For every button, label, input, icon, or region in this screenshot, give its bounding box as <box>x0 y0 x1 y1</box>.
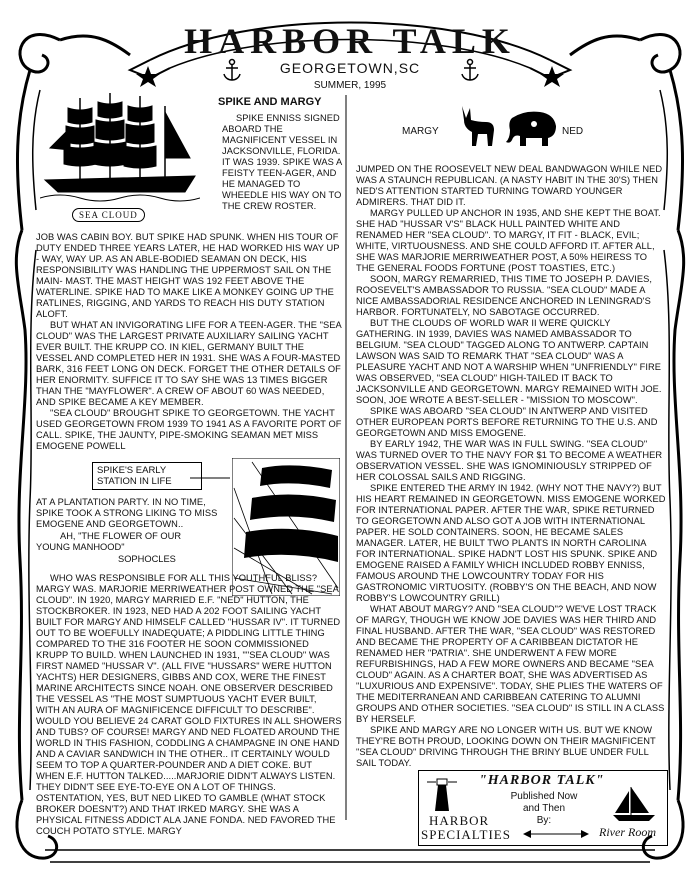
paragraph: AT A PLANTATION PARTY. IN NO TIME, SPIKE TOOK A STRONG LIKING TO MISS EMOGENE AND GEORGETOWN.. <box>36 497 218 529</box>
arrow-icon <box>523 829 589 839</box>
quote-line: YOUNG MANHOOD" <box>36 542 125 552</box>
ship-caption: SEA CLOUD <box>72 208 145 222</box>
footer-title: "HARBOR TALK" <box>479 773 605 788</box>
paragraph: WHO WAS RESPONSIBLE FOR ALL THIS YOUTHFUL BLISS? MARGY WAS. MARJORIE MERRIWEATHER POST OWNED THE "SEA CLOUD". IN 1920, MARGY MARRIED E.F. "NED" HUTTON, THE STOCKBROKER. IN 1923, NED HAD A 202 FOOT SAILING YACHT BUILT FOR MARGY AND HIMSELF CALLED "HUSSAR IV". IT TURNED OUT TO BE WOEFULLY INADEQUATE; A PIDDLING LITTLE THING COMPARED TO THE 316 FOOTER HE SOON COMMISSIONED KRUPP TO BUILD. WHEN LAUNCHED IN 1931, ""SEA CLOUD" WAS FIRST NAMED "HUSSAR V". (ALL FIVE "HUSSARS" WERE HUTTON YACHTS) HER DESIGNERS, GIBBS AND COX, WERE THE FINEST MARINE ARCHITECTS SINCE NOAH. ONE OBSERVER DESCRIBED THE VESSEL AS "THE MOST SUMPTUOUS YACHT EVER BUILT, WITH AN AURA OF MAGNIFICENCE DIFFICULT TO DESCRIBE". WOULD YOU BELIEVE 24 CARAT GOLD FIXTURES IN ALL SHOWERS AND TUBS? OF COURSE! MARGY AND NED FLOATED AROUND THE WORLD IN THIS FASHION, CODDLING A CHAMPAGNE IN ONE HAND AND A CAVIAR SANDWICH IN THE OTHER.. IT CERTAINLY WOULD SEEM TO TOP A QUARTER-POUNDER AND A DIET COKE. BUT WHEN E.F. HUTTON TALKED.....MARJORIE DIDN'T ALWAYS LISTEN. THEY DIDN'T SEE EYE-TO-EYE ON A LOT OF THINGS. OSTENTATION, YES, BUT NED LIKED TO GAMBLE (WHAT STOCK BROKER DOESN'T?) AND THAT IRKED MARGY. SHE WAS A PHYSICAL FITNESS ADDICT ALA JANE FONDA. NED FAVORED THE COUCH POTATO STYLE. MARGY <box>36 573 342 836</box>
quote-author: SOPHOCLES <box>118 554 176 564</box>
footer-ad-box <box>418 770 668 846</box>
paragraph: SPIKE AND MARGY ARE NO LONGER WITH US. BUT WE KNOW THEY'RE BOTH PROUD, LOOKING DOWN ON THEIR MAGNIFICENT "SEA CLOUD" DRIVING THROUGH THE BRINY BLUE UNDER FULL SAIL TODAY. <box>356 725 656 768</box>
plantation-text <box>36 497 230 530</box>
paragraph: SPIKE WAS ABOARD "SEA CLOUD" IN ANTWERP AND VISITED OTHER EUROPEAN PORTS BEFORE RETURNING TO THE U.S. AND GEORGETOWN AND MISS EMOGENE. <box>356 406 658 438</box>
left-column-upper <box>36 232 342 452</box>
margy-label: MARGY <box>402 126 439 137</box>
newsletter-title: HARBOR TALK <box>184 21 516 61</box>
intro-paragraph: SPIKE ENNISS SIGNED ABOARD THE MAGNIFICENT VESSEL IN JACKSONVILLE, FLORIDA. IT WAS 1939. SPIKE WAS A FEISTY TEEN-AGER, AND HE MANAGED TO WHEEDLE HIS WAY ON TO THE CREW ROSTER. <box>222 113 342 211</box>
footer-line: Published Now <box>510 791 578 802</box>
elephant-icon <box>504 108 558 148</box>
quote-line: AH, "THE FLOWER OF OUR <box>60 531 182 541</box>
masthead <box>140 8 560 91</box>
left-column-lower <box>36 573 342 837</box>
paragraph: JOB WAS CABIN BOY. BUT SPIKE HAD SPUNK. WHEN HIS TOUR OF DUTY ENDED THREE YEARS LATER, HE HAD WORKED HIS WAY UP - WAY, WAY UP. AS AN ABLE-BODIED SEAMAN ON DECK, HIS RESPONSIBILITY WAS HANDLING THE UPPERMOST SAIL ON THE MAIN- MAST. THE MAST HEIGHT WAS 192 FEET ABOVE THE WATERLINE. SPIKE HAD TO MAKE LIKE A MONKEY GOING UP THE RATLINES, RIGGING, AND YARDS TO REACH HIS DUTY STATION ALOFT. <box>36 232 340 319</box>
brand-specialties: SPECIALTIES <box>421 827 511 842</box>
paragraph: BY EARLY 1942, THE WAR WAS IN FULL SWING. "SEA CLOUD" WAS TURNED OVER TO THE NAVY FOR $1 TO BECOME A WEATHER OBSERVATION VESSEL. SHE WAS IGNOMINIOUSLY STRIPPED OF HER COLOSSAL SAILS AND RIGGING. <box>356 439 663 482</box>
lighthouse-icon <box>427 777 457 813</box>
paragraph: JUMPED ON THE ROOSEVELT NEW DEAL BANDWAGON WHILE NED WAS A STAUNCH REPUBLICAN. (A NASTY HABIT IN THE 30'S) THEN NED'S ATTENTION STARTED TURNING TOWARD YOUNGER ADMIRERS. THAT DID IT. <box>356 164 663 207</box>
article-headline: SPIKE AND MARGY <box>218 96 322 108</box>
paragraph: BUT THE CLOUDS OF WORLD WAR II WERE QUICKLY GATHERING. IN 1939, DAVIES WAS NAMED AMBASSADOR TO BELGIUM. "SEA CLOUD" TAGGED ALONG TO ANTWERP. CAPTAIN LAWSON WAS SAID TO REMARK THAT "SEA CLOUD" WAS A PLEASURE YACHT AND NOT A WARSHIP WHEN "UNFRIENDLY" FIRE WAS OBSERVED, "SEA CLOUD" HIGH-TAILED IT BACK TO JACKSONVILLE AND GEORGETOWN. MARGY REMAINED WITH JOE. SOON, JOE WROTE A BEST-SELLER - "MISSION TO MOSCOW". <box>356 318 662 405</box>
paragraph: MARGY PULLED UP ANCHOR IN 1935, AND SHE KEPT THE BOAT. SHE HAD "HUSSAR V'S" BLACK HULL PAINTED WHITE AND RENAMED HER "SEA CLOUD". TO MARGY, IT FIT - BLACK, EVIL; WHITE, VIRTUOUSNESS. AND SHE COULD AFFORD IT. AFTER ALL, SHE WAS MARJORIE MERRIWEATHER POST, A 50% HEIRESS TO THE GENERAL FOODS FORTUNE (POST TOASTIES, ETC.) <box>356 208 661 273</box>
newsletter-location: GEORGETOWN,SC <box>279 60 421 76</box>
brand-river-room: River Room <box>599 825 656 839</box>
footer-line: By: <box>536 815 552 826</box>
paragraph: "SEA CLOUD" BROUGHT SPIKE TO GEORGETOWN. THE YACHT USED GEORGETOWN FROM 1939 TO 1941 AS A FAVORITE PORT OF CALL. SPIKE, THE JAUNTY, PIPE-SMOKING SEAMAN MET MISS EMOGENE POWELL <box>36 408 342 451</box>
paragraph: SPIKE ENTERED THE ARMY IN 1942. (WHY NOT THE NAVY?) BUT HIS HEART REMAINED IN GEORGETOWN. MISS EMOGENE WORKED FOR INTERNATIONAL PAPER. AFTER THE WAR, SPIKE RETURNED TO GEORGETOWN AND ALSO GOT A JOB WITH INTERNATIONAL PAPER. HE SOLD CONTAINERS. SOON, HE BECAME SALES MANAGER. LATER, HE BUILT TWO PLANTS IN NORTH CAROLINA FOR INTERNATIONAL. SPIKE HADN'T LOST HIS SPUNK. SPIKE AND EMOGENE RAISED A FAMILY WHICH INCLUDED ROBBY ENNISS, FAMOUS AROUND THE LOWCOUNTRY TODAY FOR HIS GASTRONOMIC VIRTUOSITY. (ROBBY'S ON THE BEACH, AND NOW ROBBY'S LOWCOUNTRY GRILL) <box>356 483 666 603</box>
paragraph: WHAT ABOUT MARGY? AND "SEA CLOUD"? WE'VE LOST TRACK OF MARGY, THOUGH WE KNOW JOE DAVIES WAS HER THIRD AND FINAL HUSBAND. AFTER THE WAR, "SEA CLOUD" WAS RESTORED AND BECAME THE PROPERTY OF A CARIBBEAN DICTATOR HE RENAMED HER "PATRIA". SHE UNDERWENT A FEW MORE REFURBISHINGS, HAD A FEW MORE OWNERS AND BECAME "SEA CLOUD" AGAIN. AS A CHARTER BOAT, SHE WAS ADVERTISED AS "LUXURIOUS AND EXPENSIVE". TODAY, SHE PLIES THE WATERS OF THE MEDITERRANEAN AND CARIBBEAN CATERING TO ALUMNI GROUPS AND OTHER SOCIETIES. "SEA CLOUD" IS STILL IN A CLASS BY HERSELF. <box>356 604 665 724</box>
sailboat-icon <box>609 785 659 825</box>
brand-harbor: HARBOR <box>429 813 490 828</box>
donkey-icon <box>456 104 498 148</box>
paragraph: BUT WHAT AN INVIGORATING LIFE FOR A TEEN-AGER. THE "SEA CLOUD" WAS THE LARGEST PRIVATE AUXILIARY SAILING YACHT EVER BUILT. THE KRUPP CO. IN KIEL, GERMANY BUILT THE VESSEL AND COMPLETED HER IN 1931. SHE WAS A FOUR-MASTED BARK, 316 FEET LONG ON DECK. FORGET THE OTHER DETAILS OF HER ENORMITY. SUFFICE IT TO SAY SHE WAS 13 TIMES BIGGER THAN THE "MAYFLOWER". A CREW OF ABOUT 60 WAS NEEDED, AND SPIKE BECAME A KEY MEMBER. <box>36 320 342 407</box>
right-column <box>356 164 668 769</box>
footer-line: and Then <box>522 803 566 814</box>
intro-text <box>222 113 342 212</box>
callout-pointer <box>190 470 230 490</box>
ship-icon <box>40 88 200 208</box>
illustration-caption: SPIKE'S EARLY STATION IN LIFE <box>92 462 202 490</box>
ned-label: NED <box>562 126 584 137</box>
paragraph: SOON, MARGY REMARRIED, THIS TIME TO JOSEPH P. DAVIES, ROOSEVELT'S AMBASSADOR TO RUSSIA. "SEA CLOUD" MADE A NICE AMBASSADORIAL RESIDENCE ANCHORED IN LENINGRAD'S HARBOR. FORTUNATELY, NO SABOTAGE OCCURRED. <box>356 274 652 317</box>
issue-date: SUMMER, 1995 <box>313 80 387 91</box>
